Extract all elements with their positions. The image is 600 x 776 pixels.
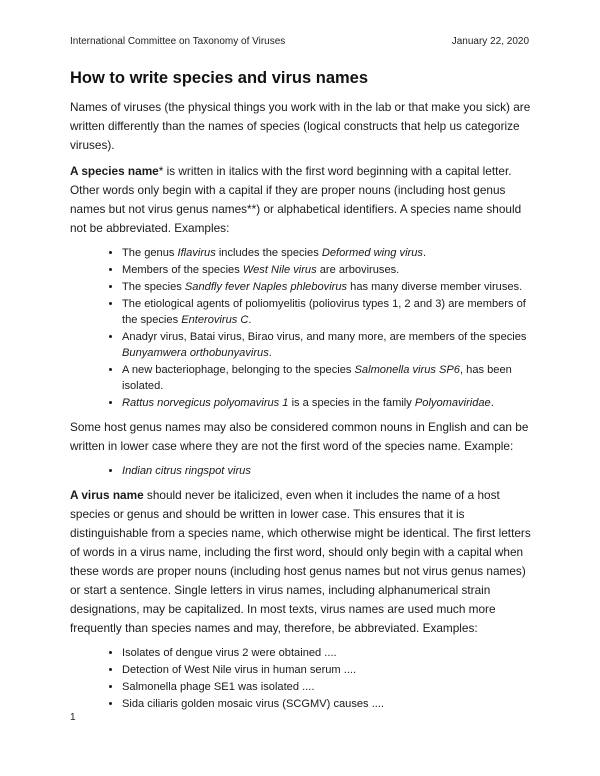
species-paragraph [70,162,532,238]
header-organization: International Committee on Taxonomy of Viruses [70,36,286,47]
list-item: • Salmonella phage SE1 was isolated .... [122,679,532,695]
list-item: • Sida ciliaris golden mosaic virus (SCGMV) causes .... [122,696,532,712]
species-text: * is written in italics with the first word beginning with a capital letter. Other words only begin with a capital if they are proper nouns (including host genus names but not virus genus names**) or alphabetical identifiers. A species name should not be abbreviated. Examples: [70,164,522,235]
species-examples-list [70,245,532,411]
list-item: • Rattus norvegicus polyomavirus 1 is a species in the family Polyomaviridae. [122,395,532,411]
list-item: • A new bacteriophage, belonging to the species Salmonella virus SP6, has been isolated. [122,362,532,394]
virus-text: should never be italicized, even when it includes the name of a host species or genus and should be written in lower case. This ensures that it is distinguishable from a species name, which otherwise might be identical. The first letters of words in a virus name, including the first word, should only begin with a capital when these words are proper nouns (including host genus names but not virus genus names) or start a sentence. Single letters in virus names, including alphanumerical strain designations, may be capitalized. In most texts, virus names are used much more frequently than species names and may, therefore, be abbreviated. Examples: [70,488,531,635]
intro-paragraph: Names of viruses (the physical things you work with in the lab or that make you sick) are written differently than the names of species (logical constructs that help us categorize viruses). [70,100,531,152]
host-genus-example-list [70,463,532,479]
page-number: 1 [70,712,76,723]
species-lead: A species name [70,164,159,178]
list-item: • Isolates of dengue virus 2 were obtained .... [122,645,532,661]
header-date: January 22, 2020 [451,36,529,47]
document-body [70,68,532,719]
virus-examples-list [70,645,532,712]
virus-lead: A virus name [70,488,144,502]
list-item: • The etiological agents of poliomyelitis (poliovirus types 1, 2 and 3) are members of the species Enterovirus C. [122,296,532,328]
virus-paragraph [70,486,532,638]
page-title: How to write species and virus names [70,69,369,87]
list-item: • Members of the species West Nile virus are arboviruses. [122,262,532,278]
list-item: • The species Sandfly fever Naples phlebovirus has many diverse member viruses. [122,279,532,295]
running-header [70,35,529,48]
list-item: • Indian citrus ringspot virus [122,463,532,479]
list-item: • The genus Iflavirus includes the species Deformed wing virus. [122,245,532,261]
list-item: • Anadyr virus, Batai virus, Birao virus, and many more, are members of the species Bunyamwera orthobunyavirus. [122,329,532,361]
host-genus-paragraph: Some host genus names may also be considered common nouns in English and can be written in lower case where they are not the first word of the species name. Example: [70,420,529,453]
list-item: • Detection of West Nile virus in human serum .... [122,662,532,678]
